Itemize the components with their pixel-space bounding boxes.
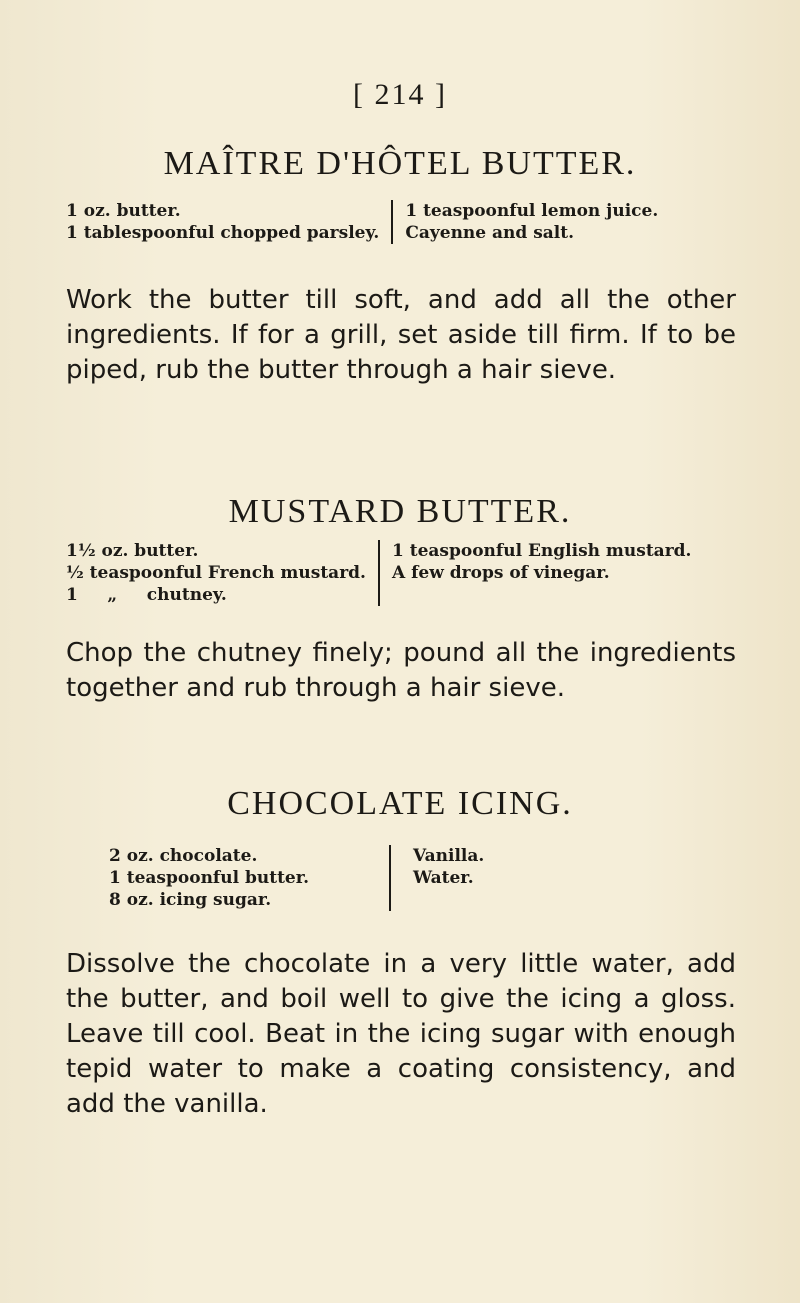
recipe-title-mustard-butter: MUSTARD BUTTER. xyxy=(228,493,572,530)
ingredient: Vanilla. xyxy=(413,846,485,866)
ingredients-left-column xyxy=(66,200,379,244)
ingredients-left-column xyxy=(109,845,379,911)
ingredient: Water. xyxy=(413,868,474,888)
ingredient: 2 oz. chocolate. xyxy=(109,846,258,866)
ingredient: 1 teaspoonful lemon juice. xyxy=(405,201,659,221)
column-divider xyxy=(391,200,393,244)
column-divider xyxy=(378,540,380,606)
recipe-instructions: Dissolve the chocolate in a very little water, add the butter, and boil well to give the icing a gloss. Leave till cool. Beat in the icing sugar with enough tepid water to make a coating consistency, and add the vanilla. xyxy=(66,949,736,1119)
ingredient: 1 tablespoonful chopped parsley. xyxy=(66,223,380,243)
ingredient: 1 oz. butter. xyxy=(66,201,181,221)
recipe-title-chocolate-icing: CHOCOLATE ICING. xyxy=(227,785,573,822)
recipe-instructions: Chop the chutney finely; pound all the ingredients together and rub through a hair sieve. xyxy=(66,638,736,703)
ingredient: 8 oz. icing sugar. xyxy=(109,890,272,910)
ingredient: 1 „ chutney. xyxy=(66,585,227,605)
ingredients-list xyxy=(66,540,691,606)
ingredients-right-column xyxy=(405,200,658,244)
ingredient: 1½ oz. butter. xyxy=(66,541,199,561)
ingredients-list xyxy=(109,845,484,911)
ingredients-right-column xyxy=(392,540,692,606)
page-number: [ 214 ] xyxy=(353,78,447,111)
ingredient: Cayenne and salt. xyxy=(405,223,575,243)
ingredient: ½ teaspoonful French mustard. xyxy=(66,563,366,583)
ingredient: A few drops of vinegar. xyxy=(391,563,610,583)
ingredients-list xyxy=(66,200,658,244)
ingredient: 1 teaspoonful English mustard. xyxy=(391,541,692,561)
column-divider xyxy=(389,845,391,911)
ingredients-left-column xyxy=(66,540,366,606)
ingredients-right-column xyxy=(413,845,484,911)
ingredient: 1 teaspoonful butter. xyxy=(109,868,310,888)
recipe-title-maitre-dhotel-butter: MAÎTRE D'HÔTEL BUTTER. xyxy=(163,145,637,182)
recipe-instructions: Work the butter till soft, and add all the other ingredients. If for a grill, set aside till firm. If to be piped, rub the butter through a hair sieve. xyxy=(66,285,736,385)
